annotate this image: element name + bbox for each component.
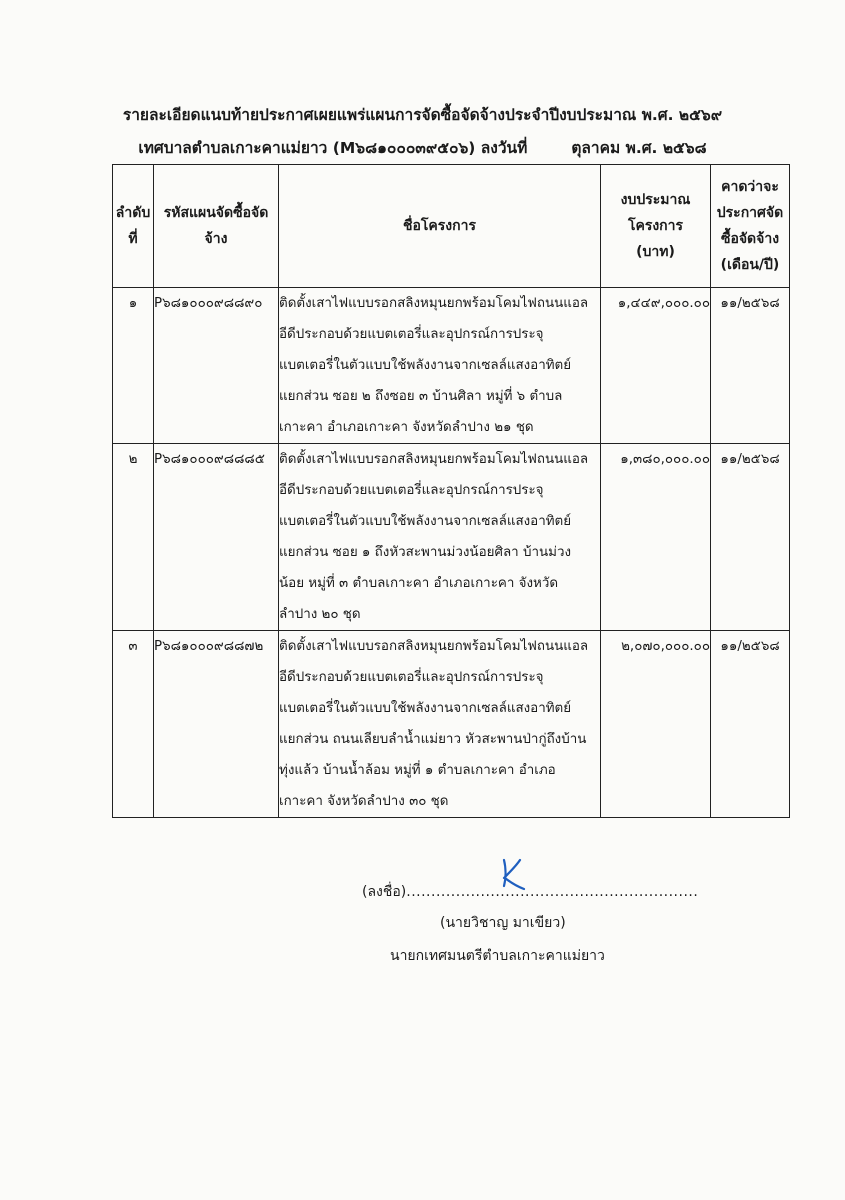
row-no: ๓ [113,631,154,818]
header-code-line2: จ้าง [204,231,228,247]
signature-line [362,881,698,903]
project-name-line: ติดตั้งเสาไฟแบบรอกสลิงหมุนยกพร้อมโคมไฟถนนแอล [279,639,589,654]
table-row [113,631,790,818]
row-month: ๑๑/๒๕๖๘ [711,288,790,444]
document-title: รายละเอียดแนบท้ายประกาศเผยแพร่แผนการจัดซื้อจัดจ้างประจำปีงบประมาณ พ.ศ. ๒๕๖๙ [122,106,723,124]
sign-label: (ลงชื่อ) [362,884,407,900]
row-no: ๑ [113,288,154,444]
header-code-line1: รหัสแผนจัดซื้อจัด [163,205,269,221]
header-budget-line3: (บาท) [636,244,675,260]
project-name-line: แบตเตอรี่ในตัวแบบใช้พลังงานจากเซลล์แสงอาทิตย์ [279,701,572,716]
handwritten-signature-mark [490,856,530,896]
header-name [279,165,601,288]
signer-name: (นายวิชาญ มาเขียว) [440,915,566,931]
header-month [711,165,790,288]
project-name-line: อีดีประกอบด้วยแบตเตอรี่และอุปกรณ์การประจุ [279,327,544,342]
project-name-line: เกาะคา อำเภอเกาะคา จังหวัดลำปาง ๒๑ ชุด [279,420,534,435]
header-no-line2: ที่ [128,231,138,247]
row-month: ๑๑/๒๕๖๘ [711,444,790,631]
row-project-name [279,631,601,818]
row-budget: ๒,๐๗๐,๐๐๐.๐๐ [601,631,711,818]
header-budget-line1: งบประมาณ [620,192,691,208]
project-name-line: ลำปาง ๒๐ ชุด [279,607,361,622]
header-no [113,165,154,288]
header-month-line1: คาดว่าจะ [721,179,779,195]
project-name-line: อีดีประกอบด้วยแบตเตอรี่และอุปกรณ์การประจุ [279,670,544,685]
header-no-line1: ลำดับ [115,205,151,221]
row-code: P๖๘๑๐๐๐๙๘๘๘๕ [154,444,279,631]
row-month: ๑๑/๒๕๖๘ [711,631,790,818]
project-name-line: อีดีประกอบด้วยแบตเตอรี่และอุปกรณ์การประจุ [279,483,544,498]
subtitle-left: เทศบาลตำบลเกาะคาแม่ยาว (M๖๘๑๐๐๐๓๙๕๐๖) ลงวันที่ [138,139,528,157]
row-code: P๖๘๑๐๐๐๙๘๘๗๒ [154,631,279,818]
row-project-name [279,288,601,444]
document-subtitle [0,137,845,159]
header-budget [601,165,711,288]
row-code: P๖๘๑๐๐๐๙๘๘๙๐ [154,288,279,444]
row-budget: ๑,๔๔๙,๐๐๐.๐๐ [601,288,711,444]
project-name-line: แบตเตอรี่ในตัวแบบใช้พลังงานจากเซลล์แสงอาทิตย์ [279,358,572,373]
header-month-line3: ซื้อจัดจ้าง [720,231,780,247]
row-project-name [279,444,601,631]
signer-position: นายกเทศมนตรีตำบลเกาะคาแม่ยาว [390,948,605,964]
row-budget: ๑,๓๘๐,๐๐๐.๐๐ [601,444,711,631]
project-name-line: ติดตั้งเสาไฟแบบรอกสลิงหมุนยกพร้อมโคมไฟถนนแอล [279,452,589,467]
header-code [154,165,279,288]
header-month-line2: ประกาศจัด [716,205,784,221]
table-row [113,444,790,631]
table-header-row [113,165,790,288]
project-name-line: แยกส่วน ถนนเลียบลำน้ำแม่ยาว หัวสะพานป่ากู่ถึงบ้าน [279,732,587,747]
header-name-line1: ชื่อโครงการ [402,218,476,234]
project-name-line: ทุ่งแล้ว บ้านน้ำล้อม หมู่ที่ ๑ ตำบลเกาะคา อำเภอ [279,763,556,778]
project-name-line: เกาะคา จังหวัดลำปาง ๓๐ ชุด [279,794,449,809]
subtitle-date: ตุลาคม พ.ศ. ๒๕๖๘ [571,139,707,157]
project-name-line: น้อย หมู่ที่ ๓ ตำบลเกาะคา อำเภอเกาะคา จังหวัด [279,576,559,591]
header-month-line4: (เดือน/ปี) [720,257,780,273]
project-name-line: ติดตั้งเสาไฟแบบรอกสลิงหมุนยกพร้อมโคมไฟถนนแอล [279,296,589,311]
row-no: ๒ [113,444,154,631]
table-row [113,288,790,444]
header-budget-line2: โครงการ [627,218,684,234]
project-name-line: แบตเตอรี่ในตัวแบบใช้พลังงานจากเซลล์แสงอาทิตย์ [279,514,572,529]
project-name-line: แยกส่วน ซอย ๑ ถึงหัวสะพานม่วงน้อยศิลา บ้านม่วง [279,545,571,560]
signature-dots: ........................................................... [406,884,699,900]
project-name-line: แยกส่วน ซอย ๒ ถึงซอย ๓ บ้านศิลา หมู่ที่ ๖ ตำบล [279,389,563,404]
procurement-plan-table [112,164,790,818]
